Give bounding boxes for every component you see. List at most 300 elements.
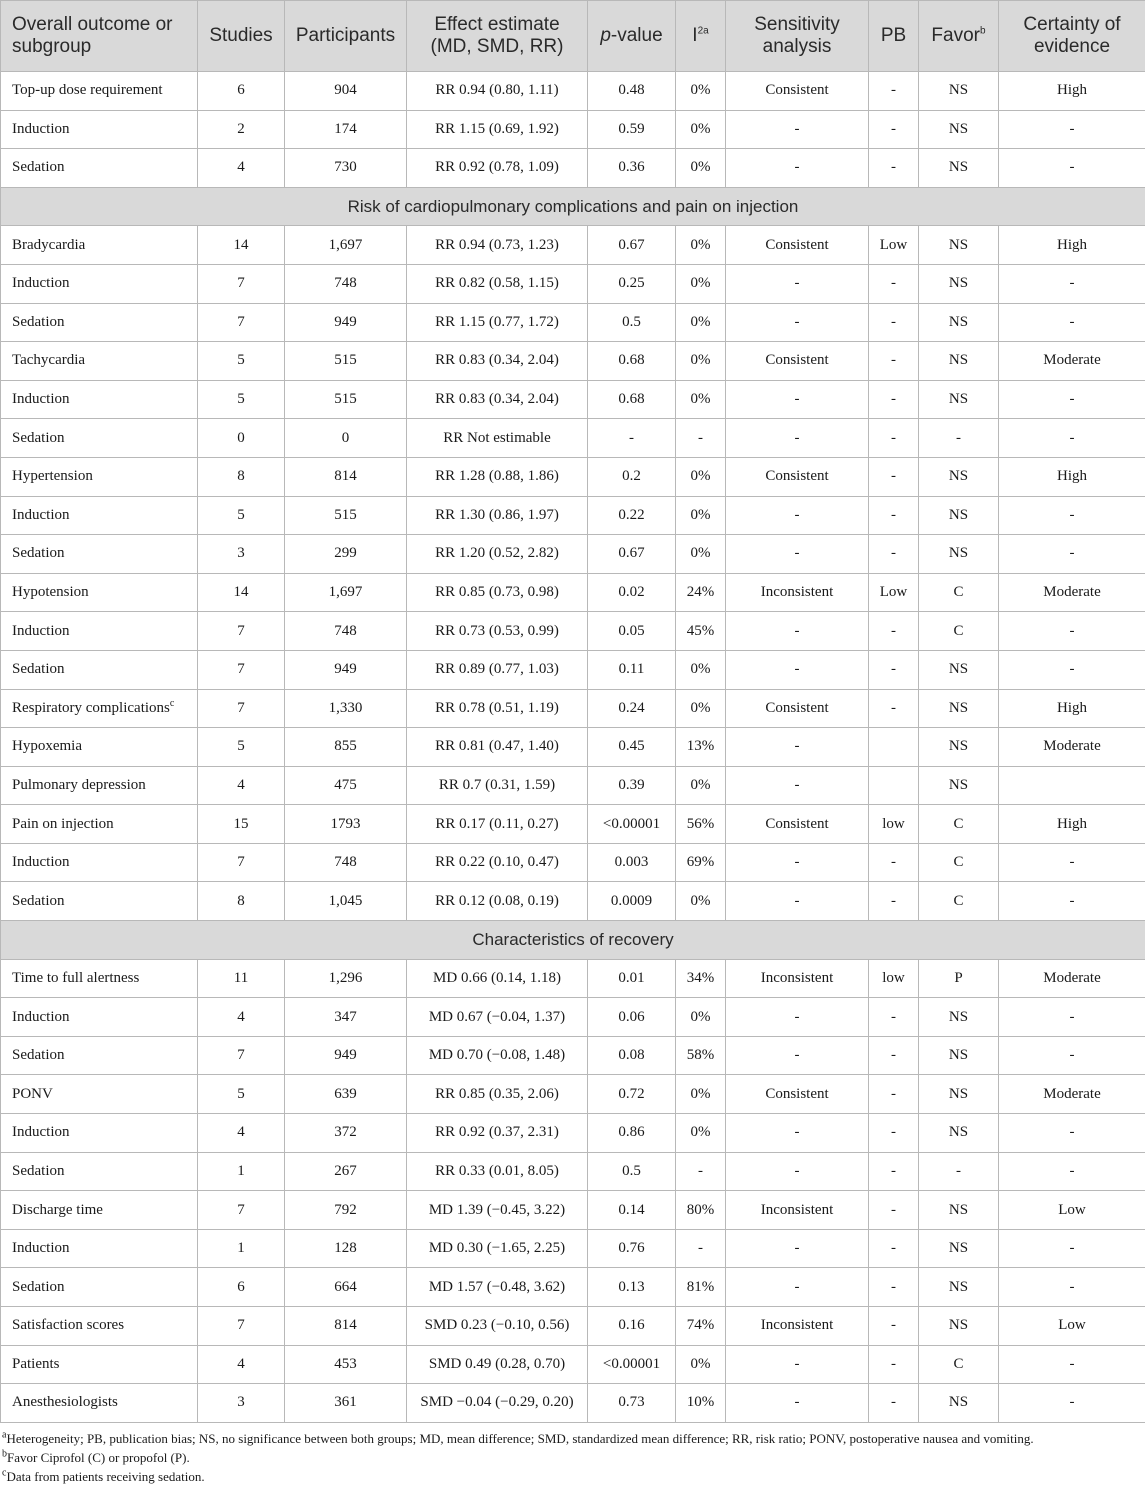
cell-p-value: 0.72 — [588, 1075, 676, 1114]
cell-sensitivity: - — [726, 419, 869, 458]
cell-studies: 5 — [198, 380, 285, 419]
cell-sensitivity: - — [726, 1152, 869, 1191]
cell-i2: 69% — [676, 843, 726, 882]
cell-effect-estimate: RR 0.92 (0.78, 1.09) — [407, 149, 588, 188]
cell-certainty: - — [999, 1229, 1145, 1268]
cell-p-value: 0.68 — [588, 342, 676, 381]
col-header-certainty: Certainty of evidence — [999, 1, 1145, 72]
table-row — [1, 1345, 1145, 1384]
cell-pb: - — [869, 380, 919, 419]
cell-outcome: Anesthesiologists — [1, 1384, 198, 1423]
col-header-sensitivity: Sensitivity analysis — [726, 1, 869, 72]
section-header-row — [1, 187, 1145, 226]
cell-favor: NS — [919, 1191, 999, 1230]
table-row — [1, 766, 1145, 805]
cell-i2: 0% — [676, 264, 726, 303]
table-row — [1, 1152, 1145, 1191]
footnote-a: $^a$Heterogeneity; PB, publication bias; NS, no significance between both groups; MD, mean difference; SMD, standardized mean difference; RR, risk ratio; PONV, postoperative nausea and vomiting. — [2, 1429, 1034, 1446]
cell-sensitivity: - — [726, 728, 869, 767]
cell-effect-estimate: SMD −0.04 (−0.29, 0.20) — [407, 1384, 588, 1423]
cell-participants: 639 — [285, 1075, 407, 1114]
cell-certainty: - — [999, 612, 1145, 651]
cell-certainty: - — [999, 843, 1145, 882]
cell-favor: NS — [919, 457, 999, 496]
cell-effect-estimate: RR 0.22 (0.10, 0.47) — [407, 843, 588, 882]
cell-certainty: Low — [999, 1191, 1145, 1230]
cell-favor: NS — [919, 689, 999, 728]
cell-i2: 0% — [676, 882, 726, 921]
cell-effect-estimate: RR 0.81 (0.47, 1.40) — [407, 728, 588, 767]
cell-favor: NS — [919, 1036, 999, 1075]
cell-sensitivity: - — [726, 1036, 869, 1075]
cell-studies: 15 — [198, 805, 285, 844]
cell-studies: 5 — [198, 1075, 285, 1114]
cell-i2: 0% — [676, 998, 726, 1037]
cell-participants: 855 — [285, 728, 407, 767]
table-row — [1, 959, 1145, 998]
cell-effect-estimate: RR 1.15 (0.69, 1.92) — [407, 110, 588, 149]
col-header-p-value: p-value — [588, 1, 676, 72]
cell-i2: 0% — [676, 1114, 726, 1153]
cell-effect-estimate: MD 0.30 (−1.65, 2.25) — [407, 1229, 588, 1268]
table-row — [1, 1307, 1145, 1346]
cell-studies: 7 — [198, 264, 285, 303]
cell-p-value: 0.11 — [588, 650, 676, 689]
cell-effect-estimate: RR 0.94 (0.73, 1.23) — [407, 226, 588, 265]
cell-p-value: 0.06 — [588, 998, 676, 1037]
cell-pb: - — [869, 303, 919, 342]
cell-i2: 0% — [676, 1075, 726, 1114]
col-header-participants: Participants — [285, 1, 407, 72]
cell-i2: 74% — [676, 1307, 726, 1346]
cell-effect-estimate: RR 0.89 (0.77, 1.03) — [407, 650, 588, 689]
cell-participants: 748 — [285, 843, 407, 882]
table-row — [1, 612, 1145, 651]
cell-sensitivity: - — [726, 1114, 869, 1153]
cell-pb: Low — [869, 226, 919, 265]
cell-i2: 81% — [676, 1268, 726, 1307]
cell-i2: 34% — [676, 959, 726, 998]
cell-i2: - — [676, 1152, 726, 1191]
cell-participants: 453 — [285, 1345, 407, 1384]
cell-studies: 7 — [198, 612, 285, 651]
cell-studies: 1 — [198, 1229, 285, 1268]
cell-certainty: High — [999, 457, 1145, 496]
cell-participants: 515 — [285, 342, 407, 381]
table-row — [1, 998, 1145, 1037]
cell-sensitivity: Consistent — [726, 1075, 869, 1114]
cell-pb: - — [869, 689, 919, 728]
cell-pb: - — [869, 1229, 919, 1268]
cell-effect-estimate: MD 1.39 (−0.45, 3.22) — [407, 1191, 588, 1230]
cell-favor: NS — [919, 1307, 999, 1346]
cell-studies: 7 — [198, 1191, 285, 1230]
cell-favor: NS — [919, 1229, 999, 1268]
cell-studies: 8 — [198, 457, 285, 496]
cell-participants: 174 — [285, 110, 407, 149]
cell-outcome: Hypotension — [1, 573, 198, 612]
cell-pb: - — [869, 1191, 919, 1230]
cell-p-value: 0.13 — [588, 1268, 676, 1307]
cell-p-value: 0.003 — [588, 843, 676, 882]
cell-participants: 372 — [285, 1114, 407, 1153]
cell-sensitivity: - — [726, 1345, 869, 1384]
cell-participants: 515 — [285, 496, 407, 535]
cell-i2: 24% — [676, 573, 726, 612]
cell-p-value: 0.68 — [588, 380, 676, 419]
cell-studies: 4 — [198, 998, 285, 1037]
cell-i2: 0% — [676, 303, 726, 342]
cell-sensitivity: - — [726, 766, 869, 805]
cell-studies: 7 — [198, 650, 285, 689]
cell-i2: - — [676, 419, 726, 458]
cell-sensitivity: - — [726, 264, 869, 303]
cell-favor: NS — [919, 535, 999, 574]
cell-effect-estimate: RR 1.30 (0.86, 1.97) — [407, 496, 588, 535]
cell-p-value: 0.16 — [588, 1307, 676, 1346]
col-header-i2: $I^{2a}$ — [676, 1, 726, 72]
table-row — [1, 1036, 1145, 1075]
cell-sensitivity: - — [726, 998, 869, 1037]
cell-favor: C — [919, 805, 999, 844]
cell-studies: 6 — [198, 1268, 285, 1307]
cell-participants: 748 — [285, 612, 407, 651]
cell-participants: 267 — [285, 1152, 407, 1191]
cell-outcome: Induction — [1, 264, 198, 303]
cell-studies: 8 — [198, 882, 285, 921]
cell-studies: 4 — [198, 149, 285, 188]
cell-certainty: - — [999, 535, 1145, 574]
footnote-c: $^c$Data from patients receiving sedation. — [2, 1467, 205, 1484]
cell-studies: 7 — [198, 303, 285, 342]
cell-i2: - — [676, 1229, 726, 1268]
cell-certainty: - — [999, 380, 1145, 419]
cell-participants: 475 — [285, 766, 407, 805]
cell-sensitivity: - — [726, 1268, 869, 1307]
cell-certainty: Moderate — [999, 728, 1145, 767]
cell-favor: NS — [919, 342, 999, 381]
cell-sensitivity: - — [726, 1229, 869, 1268]
cell-outcome: Induction — [1, 843, 198, 882]
cell-favor: NS — [919, 496, 999, 535]
cell-favor: NS — [919, 998, 999, 1037]
cell-favor: NS — [919, 72, 999, 111]
cell-effect-estimate: SMD 0.23 (−0.10, 0.56) — [407, 1307, 588, 1346]
cell-pb — [869, 728, 919, 767]
cell-p-value: 0.02 — [588, 573, 676, 612]
cell-favor: NS — [919, 149, 999, 188]
cell-certainty: - — [999, 110, 1145, 149]
cell-participants: 1,045 — [285, 882, 407, 921]
cell-pb: - — [869, 1307, 919, 1346]
cell-effect-estimate: RR Not estimable — [407, 419, 588, 458]
cell-pb: - — [869, 535, 919, 574]
cell-p-value: 0.67 — [588, 226, 676, 265]
cell-effect-estimate: MD 0.67 (−0.04, 1.37) — [407, 998, 588, 1037]
cell-i2: 56% — [676, 805, 726, 844]
cell-outcome: Induction — [1, 1229, 198, 1268]
cell-certainty: - — [999, 882, 1145, 921]
table-body — [1, 72, 1145, 1423]
cell-pb: - — [869, 72, 919, 111]
cell-i2: 0% — [676, 457, 726, 496]
cell-effect-estimate: RR 0.94 (0.80, 1.11) — [407, 72, 588, 111]
cell-favor: NS — [919, 380, 999, 419]
col-header-outcome: Overall outcome or subgroup — [1, 1, 198, 72]
cell-sensitivity: Consistent — [726, 689, 869, 728]
cell-outcome: Induction — [1, 496, 198, 535]
cell-certainty: - — [999, 1114, 1145, 1153]
cell-p-value: 0.08 — [588, 1036, 676, 1075]
cell-participants: 949 — [285, 650, 407, 689]
cell-i2: 13% — [676, 728, 726, 767]
cell-effect-estimate: RR 0.85 (0.35, 2.06) — [407, 1075, 588, 1114]
cell-outcome: Discharge time — [1, 1191, 198, 1230]
cell-certainty: High — [999, 226, 1145, 265]
cell-studies: 0 — [198, 419, 285, 458]
cell-outcome: Satisfaction scores — [1, 1307, 198, 1346]
cell-sensitivity: - — [726, 843, 869, 882]
section-header-row — [1, 921, 1145, 960]
cell-studies: 4 — [198, 1345, 285, 1384]
cell-certainty: Low — [999, 1307, 1145, 1346]
cell-effect-estimate: RR 0.73 (0.53, 0.99) — [407, 612, 588, 651]
cell-sensitivity: - — [726, 496, 869, 535]
cell-certainty: - — [999, 1152, 1145, 1191]
cell-effect-estimate: RR 0.33 (0.01, 8.05) — [407, 1152, 588, 1191]
cell-participants: 1,697 — [285, 573, 407, 612]
table-row — [1, 110, 1145, 149]
cell-outcome: Patients — [1, 1345, 198, 1384]
cell-outcome: Sedation — [1, 303, 198, 342]
table-row — [1, 650, 1145, 689]
cell-effect-estimate: RR 0.12 (0.08, 0.19) — [407, 882, 588, 921]
cell-participants: 748 — [285, 264, 407, 303]
footnote-b: $^b$Favor Ciprofol (C) or propofol (P). — [2, 1448, 190, 1465]
table-row — [1, 457, 1145, 496]
cell-studies: 4 — [198, 1114, 285, 1153]
cell-effect-estimate: RR 0.83 (0.34, 2.04) — [407, 380, 588, 419]
cell-certainty: - — [999, 419, 1145, 458]
table-row — [1, 805, 1145, 844]
col-header-favor: Favor$^b$ — [919, 1, 999, 72]
section-title: Risk of cardiopulmonary complications and pain on injection — [1, 187, 1145, 226]
cell-certainty: Moderate — [999, 342, 1145, 381]
table-row — [1, 882, 1145, 921]
cell-participants: 1,296 — [285, 959, 407, 998]
cell-studies: 7 — [198, 1307, 285, 1346]
cell-studies: 3 — [198, 1384, 285, 1423]
cell-certainty: - — [999, 1036, 1145, 1075]
cell-favor: NS — [919, 1075, 999, 1114]
cell-p-value: 0.22 — [588, 496, 676, 535]
cell-participants: 347 — [285, 998, 407, 1037]
cell-favor: NS — [919, 1268, 999, 1307]
cell-favor: NS — [919, 1384, 999, 1423]
cell-sensitivity: - — [726, 612, 869, 651]
table-row — [1, 728, 1145, 767]
table-row — [1, 1191, 1145, 1230]
table-row — [1, 419, 1145, 458]
cell-favor: NS — [919, 226, 999, 265]
cell-p-value: 0.48 — [588, 72, 676, 111]
cell-effect-estimate: RR 0.85 (0.73, 0.98) — [407, 573, 588, 612]
cell-effect-estimate: RR 0.83 (0.34, 2.04) — [407, 342, 588, 381]
cell-certainty: - — [999, 1268, 1145, 1307]
cell-outcome: Induction — [1, 612, 198, 651]
cell-outcome: Induction — [1, 998, 198, 1037]
cell-p-value: 0.45 — [588, 728, 676, 767]
cell-sensitivity: Consistent — [726, 805, 869, 844]
cell-participants: 1793 — [285, 805, 407, 844]
cell-pb: - — [869, 110, 919, 149]
cell-effect-estimate: RR 0.17 (0.11, 0.27) — [407, 805, 588, 844]
cell-pb: - — [869, 882, 919, 921]
col-header-effect-estimate: Effect estimate (MD, SMD, RR) — [407, 1, 588, 72]
cell-studies: 1 — [198, 1152, 285, 1191]
col-header-pb: PB — [869, 1, 919, 72]
cell-p-value: 0.86 — [588, 1114, 676, 1153]
cell-pb: - — [869, 1384, 919, 1423]
cell-pb: - — [869, 149, 919, 188]
cell-pb: - — [869, 998, 919, 1037]
cell-certainty: Moderate — [999, 1075, 1145, 1114]
cell-certainty: High — [999, 72, 1145, 111]
cell-effect-estimate: MD 0.66 (0.14, 1.18) — [407, 959, 588, 998]
cell-p-value: 0.5 — [588, 1152, 676, 1191]
cell-pb: - — [869, 457, 919, 496]
cell-outcome: Pain on injection — [1, 805, 198, 844]
cell-favor: - — [919, 1152, 999, 1191]
cell-p-value: 0.73 — [588, 1384, 676, 1423]
cell-favor: C — [919, 1345, 999, 1384]
table-row — [1, 573, 1145, 612]
cell-sensitivity: Consistent — [726, 72, 869, 111]
cell-favor: NS — [919, 303, 999, 342]
cell-p-value: 0.25 — [588, 264, 676, 303]
cell-certainty: High — [999, 689, 1145, 728]
cell-sensitivity: Inconsistent — [726, 959, 869, 998]
cell-sensitivity: - — [726, 380, 869, 419]
cell-p-value: - — [588, 419, 676, 458]
cell-i2: 58% — [676, 1036, 726, 1075]
cell-certainty — [999, 766, 1145, 805]
cell-outcome: Induction — [1, 380, 198, 419]
cell-pb: - — [869, 419, 919, 458]
cell-outcome: Tachycardia — [1, 342, 198, 381]
cell-i2: 0% — [676, 1345, 726, 1384]
cell-sensitivity: Inconsistent — [726, 1191, 869, 1230]
col-header-studies: Studies — [198, 1, 285, 72]
cell-outcome: Time to full alertness — [1, 959, 198, 998]
cell-pb: - — [869, 342, 919, 381]
cell-favor: NS — [919, 766, 999, 805]
cell-effect-estimate: RR 0.92 (0.37, 2.31) — [407, 1114, 588, 1153]
cell-sensitivity: Inconsistent — [726, 573, 869, 612]
cell-effect-estimate: MD 1.57 (−0.48, 3.62) — [407, 1268, 588, 1307]
cell-studies: 5 — [198, 728, 285, 767]
cell-i2: 80% — [676, 1191, 726, 1230]
cell-p-value: 0.2 — [588, 457, 676, 496]
cell-sensitivity: Consistent — [726, 226, 869, 265]
cell-pb: low — [869, 959, 919, 998]
table-row — [1, 496, 1145, 535]
cell-i2: 45% — [676, 612, 726, 651]
table-row — [1, 1114, 1145, 1153]
cell-certainty: - — [999, 496, 1145, 535]
cell-p-value: 0.5 — [588, 303, 676, 342]
cell-p-value: 0.39 — [588, 766, 676, 805]
cell-participants: 792 — [285, 1191, 407, 1230]
cell-i2: 0% — [676, 226, 726, 265]
section-title: Characteristics of recovery — [1, 921, 1145, 960]
cell-certainty: - — [999, 264, 1145, 303]
cell-participants: 814 — [285, 1307, 407, 1346]
cell-outcome: Respiratory complications$^c$ — [1, 689, 198, 728]
cell-studies: 11 — [198, 959, 285, 998]
cell-outcome: Induction — [1, 1114, 198, 1153]
cell-participants: 1,330 — [285, 689, 407, 728]
header-row — [1, 1, 1145, 72]
table-row — [1, 1384, 1145, 1423]
cell-favor: C — [919, 882, 999, 921]
cell-outcome: Sedation — [1, 535, 198, 574]
cell-pb: - — [869, 843, 919, 882]
cell-participants: 664 — [285, 1268, 407, 1307]
cell-studies: 7 — [198, 843, 285, 882]
cell-studies: 6 — [198, 72, 285, 111]
cell-pb: Low — [869, 573, 919, 612]
cell-i2: 0% — [676, 149, 726, 188]
cell-favor: NS — [919, 110, 999, 149]
cell-outcome: Top-up dose requirement — [1, 72, 198, 111]
table-row — [1, 303, 1145, 342]
cell-certainty: - — [999, 149, 1145, 188]
cell-pb: - — [869, 1345, 919, 1384]
footnotes — [0, 1423, 1145, 1486]
cell-sensitivity: - — [726, 149, 869, 188]
cell-i2: 0% — [676, 650, 726, 689]
cell-studies: 14 — [198, 226, 285, 265]
cell-outcome: Sedation — [1, 1268, 198, 1307]
cell-effect-estimate: RR 0.7 (0.31, 1.59) — [407, 766, 588, 805]
cell-sensitivity: - — [726, 535, 869, 574]
cell-pb: - — [869, 496, 919, 535]
cell-effect-estimate: RR 1.20 (0.52, 2.82) — [407, 535, 588, 574]
cell-p-value: 0.59 — [588, 110, 676, 149]
cell-favor: P — [919, 959, 999, 998]
cell-effect-estimate: RR 1.28 (0.88, 1.86) — [407, 457, 588, 496]
cell-i2: 0% — [676, 342, 726, 381]
table-row — [1, 689, 1145, 728]
cell-p-value: <0.00001 — [588, 805, 676, 844]
cell-participants: 949 — [285, 1036, 407, 1075]
cell-certainty: - — [999, 303, 1145, 342]
cell-studies: 5 — [198, 496, 285, 535]
cell-studies: 3 — [198, 535, 285, 574]
cell-outcome: PONV — [1, 1075, 198, 1114]
cell-certainty: Moderate — [999, 959, 1145, 998]
cell-outcome: Induction — [1, 110, 198, 149]
table-row — [1, 149, 1145, 188]
table-row — [1, 226, 1145, 265]
cell-certainty: - — [999, 650, 1145, 689]
cell-effect-estimate: MD 0.70 (−0.08, 1.48) — [407, 1036, 588, 1075]
cell-favor: NS — [919, 1114, 999, 1153]
cell-studies: 2 — [198, 110, 285, 149]
cell-i2: 0% — [676, 380, 726, 419]
cell-studies: 7 — [198, 689, 285, 728]
